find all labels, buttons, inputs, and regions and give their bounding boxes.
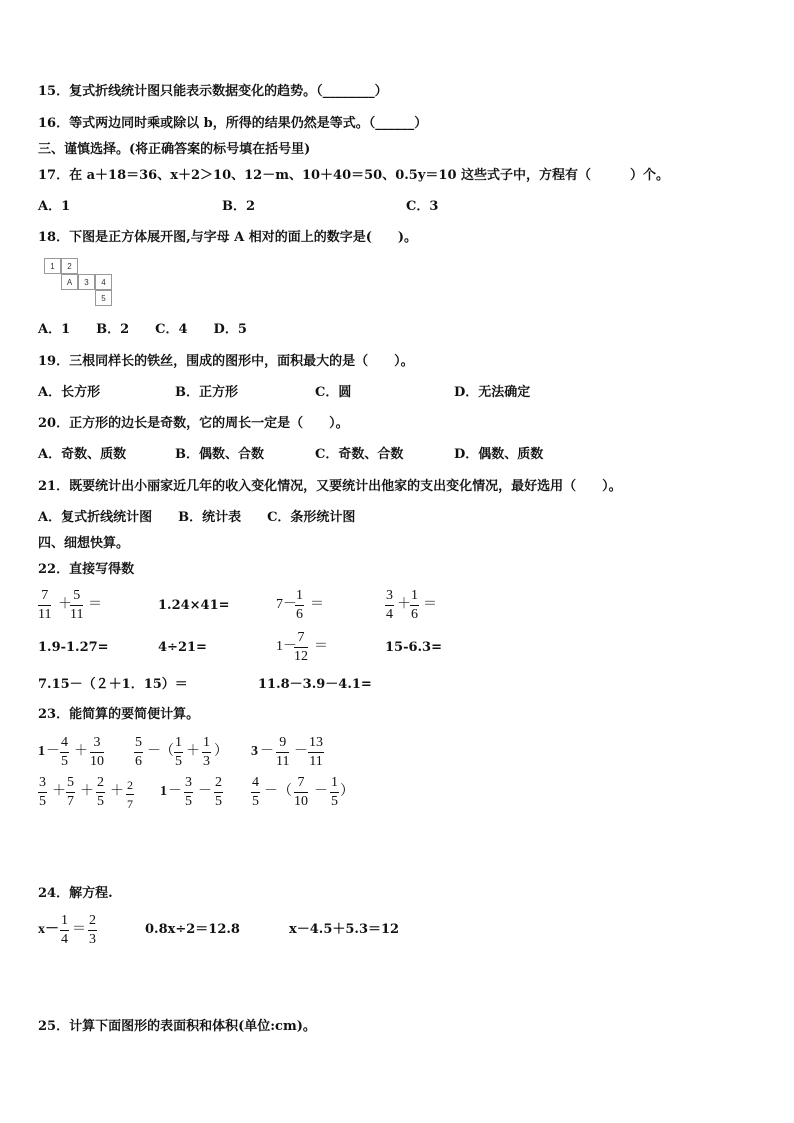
equals-sign: ＝ xyxy=(314,639,328,654)
question-15: 15．复式折线统计图只能表示数据变化的趋势。（________） xyxy=(38,84,388,99)
minus-sign: － xyxy=(264,784,278,799)
minus-sign: － xyxy=(314,784,328,799)
calc-item: 1.24×41= xyxy=(158,598,230,613)
plus-sign: ＋ xyxy=(110,784,124,799)
calc-item: 15-6.3= xyxy=(385,640,442,655)
equals-sign: ＝ xyxy=(72,922,86,937)
question-25: 25．计算下面图形的表面积和体积(单位:cm)。 xyxy=(38,1019,316,1034)
fraction: 5 11 xyxy=(70,588,84,622)
paren: ） xyxy=(340,784,354,799)
fraction: 1 5 xyxy=(175,735,182,769)
equals-sign: ＝ xyxy=(88,597,102,612)
net-cell: 3 xyxy=(78,274,95,290)
calc-item: 11.8－3.9－4.1= xyxy=(258,677,372,692)
fraction: 1 6 xyxy=(411,588,418,622)
plus-sign: ＋ xyxy=(186,744,200,759)
question-16: 16．等式两边同时乘或除以 b，所得的结果仍然是等式。（______） xyxy=(38,116,428,131)
plus-sign: ＋ xyxy=(397,597,411,612)
minus-sign: － xyxy=(46,744,60,759)
fraction: 1 5 xyxy=(331,775,338,809)
fraction: 7 10 xyxy=(294,775,308,809)
fraction: 4 5 xyxy=(252,775,259,809)
calc-item: 4÷21= xyxy=(158,640,207,655)
fraction: 1 3 xyxy=(203,735,210,769)
fraction: 5 6 xyxy=(135,735,142,769)
fraction: 3 10 xyxy=(90,735,104,769)
net-cell: 1 xyxy=(44,258,61,274)
fraction: 4 5 xyxy=(61,735,68,769)
fraction: 9 11 xyxy=(276,735,290,769)
equals-sign: ＝ xyxy=(423,597,437,612)
calc-item: 7.15－（２＋1．15）＝ xyxy=(38,677,188,692)
paren: （ xyxy=(160,744,174,759)
equation: x－4.5＋5.3＝12 xyxy=(289,922,400,937)
minus-sign: － xyxy=(168,784,182,799)
question-23: 23．能简算的要简便计算。 xyxy=(38,707,200,722)
section-3-heading: 三、谨慎选择。(将正确答案的标号填在括号里) xyxy=(38,142,311,157)
paren: ） xyxy=(214,744,228,759)
minus-sign: － xyxy=(198,784,212,799)
question-19: 19．三根同样长的铁丝，围成的图形中，面积最大的是（ ）。 xyxy=(38,354,414,369)
question-20: 20．正方形的边长是奇数，它的周长一定是（ ）。 xyxy=(38,416,349,431)
plus-sign: ＋ xyxy=(58,597,72,612)
q19-option-b: B．正方形 xyxy=(175,385,238,400)
fraction: 3 5 xyxy=(39,775,46,809)
equation-lhs: x－ xyxy=(38,922,59,937)
equals-sign: ＝ xyxy=(310,597,324,612)
fraction: 7 11 xyxy=(38,588,52,622)
fraction: 2 3 xyxy=(89,913,96,947)
q17-option-b: B．2 xyxy=(222,199,256,214)
q20-option-b: B．偶数、合数 xyxy=(175,447,264,462)
q17-option-c: C．3 xyxy=(406,199,439,214)
minus-sign: － xyxy=(260,744,274,759)
q19-option-d: D．无法确定 xyxy=(454,385,531,400)
question-22: 22．直接写得数 xyxy=(38,562,135,577)
equation: 0.8x÷2＝12.8 xyxy=(145,922,240,937)
q20-option-a: A．奇数、质数 xyxy=(38,447,127,462)
net-cell: 2 xyxy=(61,258,78,274)
calc-item: 1.9-1.27= xyxy=(38,640,109,655)
plus-sign: ＋ xyxy=(74,744,88,759)
number: 3 xyxy=(251,744,258,759)
question-18: 18．下图是正方体展开图,与字母 A 相对的面上的数字是( )。 xyxy=(38,230,418,245)
fraction: 1 6 xyxy=(296,588,303,622)
q21-options: A．复式折线统计图 B．统计表 C．条形统计图 xyxy=(38,510,356,525)
net-cell: 5 xyxy=(95,290,112,306)
fraction: 2 5 xyxy=(215,775,222,809)
q17-option-a: A．1 xyxy=(38,199,71,214)
fraction: 13 11 xyxy=(309,735,323,769)
fraction: 2 5 xyxy=(97,775,104,809)
q19-option-a: A．长方形 xyxy=(38,385,101,400)
q20-option-c: C．奇数、合数 xyxy=(315,447,404,462)
fraction: 1 4 xyxy=(61,913,68,947)
net-cell: 4 xyxy=(95,274,112,290)
fraction: 3 4 xyxy=(386,588,393,622)
question-17: 17．在 a＋18＝36、x＋2＞10、12－m、10＋40＝50、0.5y＝10 这些式子中，方程有（ ）个。 xyxy=(38,168,670,183)
minus-sign: － xyxy=(147,744,161,759)
q19-option-c: C．圆 xyxy=(315,385,352,400)
calc-item: 7－ xyxy=(276,597,297,612)
minus-sign: － xyxy=(294,744,308,759)
calc-item: 1－ xyxy=(276,639,297,654)
fraction: 3 5 xyxy=(185,775,192,809)
plus-sign: ＋ xyxy=(80,784,94,799)
question-21: 21．既要统计出小丽家近几年的收入变化情况，又要统计出他家的支出变化情况，最好选用（ ）。 xyxy=(38,479,622,494)
net-cell: A xyxy=(61,274,78,290)
plus-sign: ＋ xyxy=(52,784,66,799)
question-24: 24．解方程. xyxy=(38,886,113,901)
fraction: 7 12 xyxy=(294,630,308,664)
q18-options: A．1 B．2 C．4 D．5 xyxy=(38,322,247,337)
paren: （ xyxy=(278,784,292,799)
number: 1 xyxy=(38,744,45,759)
section-4-heading: 四、细想快算。 xyxy=(38,536,130,551)
q20-option-d: D．偶数、质数 xyxy=(454,447,544,462)
fraction: 2 7 xyxy=(127,778,133,811)
fraction: 5 7 xyxy=(67,775,74,809)
number: 1 xyxy=(160,784,167,799)
